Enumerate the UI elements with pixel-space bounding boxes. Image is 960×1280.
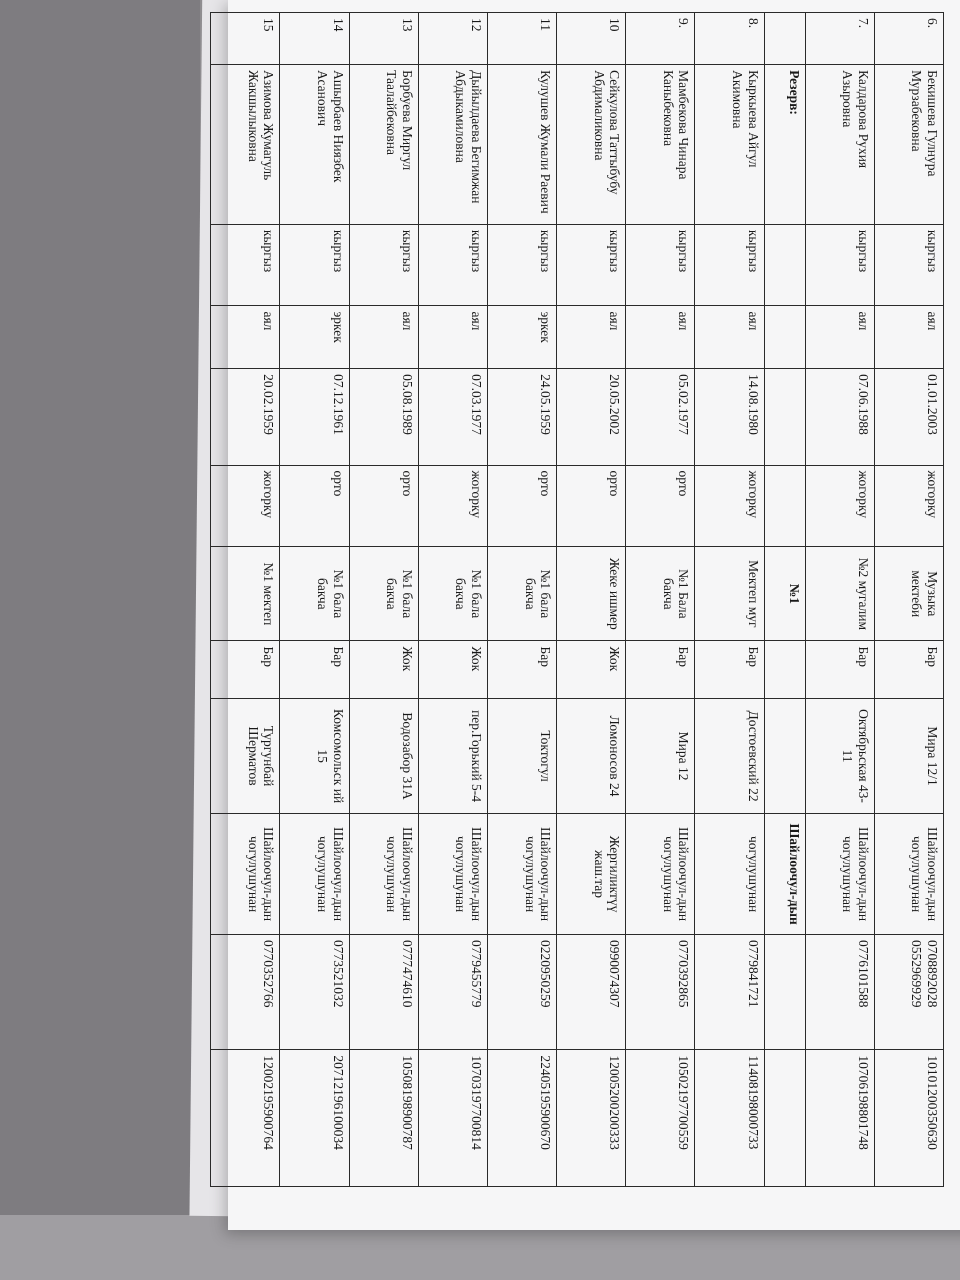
status-flag: Бар <box>874 641 943 698</box>
table-row <box>557 13 626 1187</box>
address: пер.Горький 5-4 <box>418 698 487 813</box>
nationality: кыргыз <box>349 224 418 306</box>
nominated-by: Жергиликтүү жаш.тар <box>557 814 626 935</box>
personal-id-number: 10706198801748 <box>805 1050 874 1187</box>
phone-number: 0770352766 <box>211 934 280 1049</box>
table-row <box>418 13 487 1187</box>
nominated-by: Шайлоочул-дын чогулушунан <box>487 814 556 935</box>
row-number: 15 <box>211 13 280 65</box>
workplace: Музыка мектеби <box>874 547 943 641</box>
nominated-by: Шайлоочул-дын чогулушунан <box>280 814 349 935</box>
status-flag: Бар <box>805 641 874 698</box>
personal-id-number: 20712196100034 <box>280 1050 349 1187</box>
address: Водозабор 31А <box>349 698 418 813</box>
gender: аял <box>211 306 280 369</box>
address: Тургунбай Шерматов <box>211 698 280 813</box>
gender <box>764 306 805 369</box>
education: жогорку <box>695 465 764 547</box>
status-flag: Бар <box>487 641 556 698</box>
nominated-by: чогулушунан <box>695 814 764 935</box>
education: жогорку <box>418 465 487 547</box>
row-number: 13 <box>349 13 418 65</box>
workplace: Жеке ишмер <box>557 547 626 641</box>
nationality <box>764 224 805 306</box>
nationality: кыргыз <box>874 224 943 306</box>
address: Мира 12/1 <box>874 698 943 813</box>
nationality: кыргыз <box>418 224 487 306</box>
nationality: кыргыз <box>626 224 695 306</box>
personal-id-number <box>764 1050 805 1187</box>
education: орто <box>487 465 556 547</box>
gender: эркек <box>280 306 349 369</box>
personal-id-number: 12005200200333 <box>557 1050 626 1187</box>
birth-date: 20.05.2002 <box>557 369 626 465</box>
phone-number <box>764 934 805 1049</box>
education: жогорку <box>805 465 874 547</box>
table-row <box>764 13 805 1187</box>
workplace: №1 бала бакча <box>487 547 556 641</box>
member-list-table <box>210 12 944 1187</box>
background-surface <box>0 0 200 1280</box>
row-number: 9. <box>626 13 695 65</box>
workplace: №1 Бала бакча <box>626 547 695 641</box>
phone-number: 0770392865 <box>626 934 695 1049</box>
nominated-by: Шайлоочул-дын <box>764 814 805 935</box>
row-number: 7. <box>805 13 874 65</box>
birth-date <box>764 369 805 465</box>
personal-id-number: 10101200350630 <box>874 1050 943 1187</box>
status-flag: Бар <box>280 641 349 698</box>
nationality: кыргыз <box>280 224 349 306</box>
phone-number: 0779455779 <box>418 934 487 1049</box>
rotated-table-container <box>210 12 944 1187</box>
table-row <box>349 13 418 1187</box>
gender: аял <box>418 306 487 369</box>
address: Токтогул <box>487 698 556 813</box>
nominated-by: Шайлоочул-дын чогулушунан <box>418 814 487 935</box>
full-name: Бекишева Гулнура Мурзабековна <box>874 65 943 225</box>
full-name: Азимова Жумагуль Жакшылыковна <box>211 65 280 225</box>
row-number: 8. <box>695 13 764 65</box>
table-row <box>626 13 695 1187</box>
address: Октябрьская 43-11 <box>805 698 874 813</box>
status-flag <box>764 641 805 698</box>
education: орто <box>626 465 695 547</box>
phone-number: 0990074307 <box>557 934 626 1049</box>
gender: аял <box>349 306 418 369</box>
workplace: №1 бала бакча <box>280 547 349 641</box>
gender: эркек <box>487 306 556 369</box>
table-row <box>805 13 874 1187</box>
status-flag: Бар <box>695 641 764 698</box>
gender: аял <box>695 306 764 369</box>
workplace: №1 бала бакча <box>418 547 487 641</box>
nominated-by: Шайлоочул-дын чогулушунан <box>805 814 874 935</box>
full-name: Кулушев Жумали Раевич <box>487 65 556 225</box>
row-number: 11 <box>487 13 556 65</box>
gender: аял <box>626 306 695 369</box>
nominated-by: Шайлоочул-дын чогулушунан <box>211 814 280 935</box>
address: Ломоносов 24 <box>557 698 626 813</box>
address: Комсомольск ий 15 <box>280 698 349 813</box>
birth-date: 14.08.1980 <box>695 369 764 465</box>
education: жогорку <box>874 465 943 547</box>
address: Мира 12 <box>626 698 695 813</box>
birth-date: 07.12.1961 <box>280 369 349 465</box>
workplace: №1 <box>764 547 805 641</box>
row-number: 6. <box>874 13 943 65</box>
birth-date: 01.01.2003 <box>874 369 943 465</box>
full-name: Мамбекова Чинара Каныбековна <box>626 65 695 225</box>
birth-date: 24.05.1959 <box>487 369 556 465</box>
personal-id-number: 12002195900764 <box>211 1050 280 1187</box>
workplace: №1 бала бакча <box>349 547 418 641</box>
birth-date: 05.02.1977 <box>626 369 695 465</box>
personal-id-number: 22405195900670 <box>487 1050 556 1187</box>
education: орто <box>557 465 626 547</box>
personal-id-number: 10502197700559 <box>626 1050 695 1187</box>
gender: аял <box>874 306 943 369</box>
row-number: 12 <box>418 13 487 65</box>
workplace: №2 мугалим <box>805 547 874 641</box>
workplace: №1 мектеп <box>211 547 280 641</box>
row-number <box>764 13 805 65</box>
phone-number: 0776101588 <box>805 934 874 1049</box>
full-name: Борбуева Миргул Таалайбековна <box>349 65 418 225</box>
birth-date: 05.08.1989 <box>349 369 418 465</box>
table-row <box>874 13 943 1187</box>
phone-number: 0777474610 <box>349 934 418 1049</box>
status-flag: Бар <box>626 641 695 698</box>
row-number: 10 <box>557 13 626 65</box>
birth-date: 07.06.1988 <box>805 369 874 465</box>
phone-number: 0220950259 <box>487 934 556 1049</box>
table-row <box>695 13 764 1187</box>
address: Достоевский 22 <box>695 698 764 813</box>
row-number: 14 <box>280 13 349 65</box>
full-name: Калдарова Рухия Азыровна <box>805 65 874 225</box>
table-row <box>280 13 349 1187</box>
nationality: кыргыз <box>487 224 556 306</box>
nationality: кыргыз <box>805 224 874 306</box>
nominated-by: Шайлоочул-дын чогулушунан <box>349 814 418 935</box>
gender: аял <box>557 306 626 369</box>
nominated-by: Шайлоочул-дын чогулушунан <box>626 814 695 935</box>
full-name: Ашырбаев Ниязбек Асанович <box>280 65 349 225</box>
workplace: Мектеп муг <box>695 547 764 641</box>
education: жогорку <box>211 465 280 547</box>
nationality: кыргыз <box>211 224 280 306</box>
education: орто <box>349 465 418 547</box>
status-flag: Жок <box>418 641 487 698</box>
birth-date: 07.03.1977 <box>418 369 487 465</box>
full-name: Сейкулова Таттыбубу Абдималиковна <box>557 65 626 225</box>
status-flag: Жок <box>349 641 418 698</box>
education <box>764 465 805 547</box>
full-name: Резерв: <box>764 65 805 225</box>
status-flag: Бар <box>211 641 280 698</box>
phone-number: 0708892028 0552969929 <box>874 934 943 1049</box>
address <box>764 698 805 813</box>
table-row <box>211 13 280 1187</box>
personal-id-number: 11408198000733 <box>695 1050 764 1187</box>
gender: аял <box>805 306 874 369</box>
nationality: кыргыз <box>695 224 764 306</box>
nominated-by: Шайлоочул-дын чогулушунан <box>874 814 943 935</box>
full-name: Дыйылдаева Бегимжан Абдыкамиловна <box>418 65 487 225</box>
birth-date: 20.02.1959 <box>211 369 280 465</box>
status-flag: Жок <box>557 641 626 698</box>
table-row <box>487 13 556 1187</box>
education: орто <box>280 465 349 547</box>
phone-number: 0773521032 <box>280 934 349 1049</box>
full-name: Кыркыева Айгул Акимовна <box>695 65 764 225</box>
personal-id-number: 10508198900787 <box>349 1050 418 1187</box>
phone-number: 0779841721 <box>695 934 764 1049</box>
nationality: кыргыз <box>557 224 626 306</box>
personal-id-number: 10703197700814 <box>418 1050 487 1187</box>
